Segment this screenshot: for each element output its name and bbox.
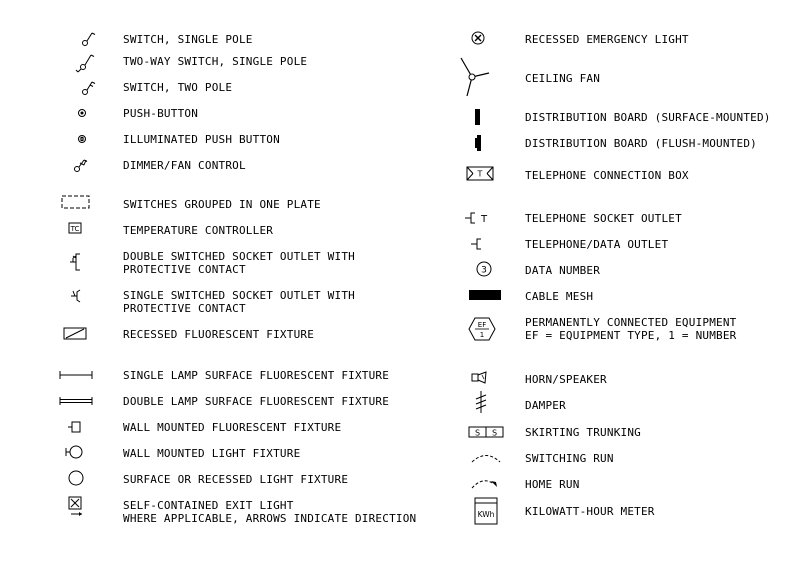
legend-label-telephone-socket: TELEPHONE SOCKET OUTLET <box>525 212 682 225</box>
exit-light-icon <box>62 494 102 518</box>
legend-label-distribution-flush: DISTRIBUTION BOARD (FLUSH-MOUNTED) <box>525 137 757 150</box>
damper-icon <box>466 390 506 414</box>
legend-label-home-run: HOME RUN <box>525 478 580 491</box>
wall-light-icon <box>62 440 102 464</box>
legend-label-switches-grouped: SWITCHES GROUPED IN ONE PLATE <box>123 198 321 211</box>
two-way-switch-icon <box>70 50 110 74</box>
legend-label-two-pole-switch: SWITCH, TWO POLE <box>123 81 233 94</box>
illuminated-push-button-icon <box>70 127 110 151</box>
legend-label-single-socket: SINGLE SWITCHED SOCKET OUTLET WITH PROTECTIVE CONTACT <box>123 289 355 315</box>
skirting-text-right: S <box>491 428 498 438</box>
legend-label-data-number: DATA NUMBER <box>525 264 601 277</box>
telephone-box-text: T <box>477 169 483 179</box>
legend-label-double-socket: DOUBLE SWITCHED SOCKET OUTLET WITH PROTECTIVE CONTACT <box>123 250 355 276</box>
data-number-icon <box>470 257 510 281</box>
legend-label-damper: DAMPER <box>525 399 566 412</box>
data-number-text: 3 <box>481 265 487 276</box>
equipment-type-text: EF <box>477 321 487 329</box>
wall-fluorescent-icon <box>62 415 102 439</box>
permanent-equipment-icon <box>466 316 506 340</box>
temperature-controller-text: TC <box>70 225 80 234</box>
legend-label-surface-light: SURFACE OR RECESSED LIGHT FIXTURE <box>123 473 349 486</box>
legend-label-recessed-fluorescent: RECESSED FLUORESCENT FIXTURE <box>123 328 315 341</box>
kilowatt-hour-meter-icon <box>466 496 506 520</box>
push-button-icon <box>70 101 110 125</box>
cable-mesh-icon <box>466 284 506 308</box>
legend-label-switching-run: SWITCHING RUN <box>525 452 614 465</box>
legend-label-temperature-controller: TEMPERATURE CONTROLLER <box>123 224 274 237</box>
two-pole-switch-icon <box>70 76 110 100</box>
legend-label-skirting-trunking: SKIRTING TRUNKING <box>525 426 641 439</box>
legend-label-telephone-data: TELEPHONE/DATA OUTLET <box>525 238 669 251</box>
distribution-board-surface-icon <box>464 106 504 130</box>
legend-label-kwh-meter: KILOWATT-HOUR METER <box>525 505 655 518</box>
legend-label-ceiling-fan: CEILING FAN <box>525 72 601 85</box>
legend-label-push-button: PUSH-BUTTON <box>123 107 199 120</box>
legend-label-two-way-switch: TWO-WAY SWITCH, SINGLE POLE <box>123 55 308 68</box>
double-socket-outlet-icon <box>64 250 104 274</box>
single-lamp-fluorescent-icon <box>56 363 96 387</box>
legend-label-recessed-emergency: RECESSED EMERGENCY LIGHT <box>525 33 689 46</box>
skirting-text-left: S <box>474 428 481 438</box>
legend-label-single-pole-switch: SWITCH, SINGLE POLE <box>123 33 253 46</box>
single-pole-switch-icon <box>70 27 110 51</box>
horn-speaker-icon <box>466 366 506 390</box>
temperature-controller-icon <box>64 217 104 241</box>
kwh-text: KWh <box>477 510 495 519</box>
double-lamp-fluorescent-icon <box>56 389 96 413</box>
legend-label-exit-light: SELF-CONTAINED EXIT LIGHT WHERE APPLICABLE, ARROWS INDICATE DIRECTION <box>123 499 417 525</box>
equipment-number-text: 1 <box>479 331 485 339</box>
legend-label-permanent-equipment: PERMANENTLY CONNECTED EQUIPMENT EF = EQUIPMENT TYPE, 1 = NUMBER <box>525 316 737 342</box>
telephone-data-outlet-icon <box>468 232 508 256</box>
switches-grouped-plate-icon <box>60 191 100 215</box>
telephone-socket-text: T <box>480 214 488 225</box>
telephone-connection-box-icon <box>464 162 504 186</box>
legend-label-wall-light: WALL MOUNTED LIGHT FIXTURE <box>123 447 301 460</box>
skirting-trunking-icon <box>466 420 506 444</box>
telephone-socket-icon <box>462 206 502 230</box>
legend-label-illuminated-push-button: ILLUMINATED PUSH BUTTON <box>123 133 280 146</box>
recessed-emergency-light-icon <box>464 26 504 50</box>
switching-run-icon <box>466 446 506 470</box>
legend-label-horn-speaker: HORN/SPEAKER <box>525 373 607 386</box>
legend-label-cable-mesh: CABLE MESH <box>525 290 594 303</box>
single-socket-outlet-icon <box>64 284 104 308</box>
distribution-board-flush-icon <box>464 132 504 156</box>
home-run-icon <box>466 472 506 496</box>
ceiling-fan-icon <box>456 54 496 78</box>
legend-label-distribution-surface: DISTRIBUTION BOARD (SURFACE-MOUNTED) <box>525 111 771 124</box>
legend-label-telephone-box: TELEPHONE CONNECTION BOX <box>525 169 689 182</box>
legend-label-dimmer-fan-control: DIMMER/FAN CONTROL <box>123 159 246 172</box>
dimmer-fan-control-icon <box>70 153 110 177</box>
surface-light-icon <box>62 466 102 490</box>
legend-label-wall-fluorescent: WALL MOUNTED FLUORESCENT FIXTURE <box>123 421 342 434</box>
legend-label-single-lamp: SINGLE LAMP SURFACE FLUORESCENT FIXTURE <box>123 369 390 382</box>
recessed-fluorescent-icon <box>60 322 100 346</box>
legend-label-double-lamp: DOUBLE LAMP SURFACE FLUORESCENT FIXTURE <box>123 395 390 408</box>
